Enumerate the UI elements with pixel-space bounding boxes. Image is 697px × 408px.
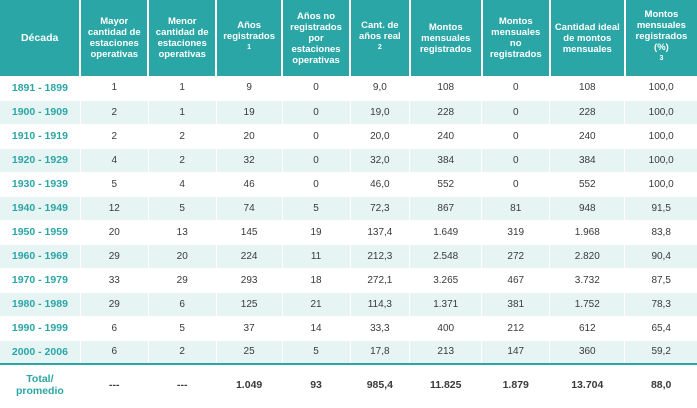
- table-cell: 0: [282, 172, 350, 196]
- table-cell: 13: [148, 220, 216, 244]
- column-header-anios-no-registrados: Años no registrados por estaciones operativas: [282, 0, 350, 76]
- total-cell: 88,0: [625, 364, 697, 404]
- table-cell: 14: [282, 316, 350, 340]
- table-cell: 9: [216, 76, 282, 100]
- table-cell: 29: [148, 268, 216, 292]
- table-cell: 4: [80, 148, 148, 172]
- table-cell: 37: [216, 316, 282, 340]
- table-cell: 212: [482, 316, 550, 340]
- table-cell: 90,4: [625, 244, 697, 268]
- table-cell: 100,0: [625, 76, 697, 100]
- table-row: [0, 196, 697, 220]
- table-cell: 2.548: [410, 244, 482, 268]
- row-header-decade: 1930 - 1939: [0, 172, 80, 196]
- total-cell: 1.879: [482, 364, 550, 404]
- table-cell: 114,3: [350, 292, 410, 316]
- table-row: [0, 316, 697, 340]
- table-cell: 2: [148, 340, 216, 364]
- row-header-decade: 1940 - 1949: [0, 196, 80, 220]
- table-cell: 32,0: [350, 148, 410, 172]
- table-cell: 0: [482, 148, 550, 172]
- table-cell: 0: [282, 148, 350, 172]
- row-header-decade: 1910 - 1919: [0, 124, 80, 148]
- table-cell: 125: [216, 292, 282, 316]
- table-cell: 5: [282, 196, 350, 220]
- total-cell: ---: [148, 364, 216, 404]
- table-cell: 3.732: [550, 268, 625, 292]
- total-cell: ---: [80, 364, 148, 404]
- row-header-decade: 1920 - 1929: [0, 148, 80, 172]
- table-cell: 0: [282, 124, 350, 148]
- table-cell: 612: [550, 316, 625, 340]
- row-header-decade: 1980 - 1989: [0, 292, 80, 316]
- table-cell: 224: [216, 244, 282, 268]
- table-row: [0, 172, 697, 196]
- column-header-cant-anios-real: Cant. de años real $^2$: [350, 0, 410, 76]
- table-cell: 4: [148, 172, 216, 196]
- column-header-cantidad-ideal: Cantidad ideal de montos mensuales: [550, 0, 625, 76]
- table-cell: 19: [216, 100, 282, 124]
- row-header-decade: 1900 - 1909: [0, 100, 80, 124]
- table-cell: 0: [482, 76, 550, 100]
- table-row: [0, 148, 697, 172]
- table-cell: 100,0: [625, 124, 697, 148]
- total-cell: 13.704: [550, 364, 625, 404]
- table-cell: 9,0: [350, 76, 410, 100]
- total-cell: 11.825: [410, 364, 482, 404]
- column-header-menor-cantidad: Menor cantidad de estaciones operativas: [148, 0, 216, 76]
- table-total-row: [0, 364, 697, 404]
- table-cell: 5: [282, 340, 350, 364]
- table-cell: 33,3: [350, 316, 410, 340]
- column-header-montos-porcentaje: Montos mensuales registrados (%) $^3$: [625, 0, 697, 76]
- table-row: [0, 340, 697, 364]
- table-cell: 29: [80, 292, 148, 316]
- table-cell: 1.649: [410, 220, 482, 244]
- column-header-mayor-cantidad: Mayor cantidad de estaciones operativas: [80, 0, 148, 76]
- table-cell: 272: [482, 244, 550, 268]
- table-cell: 33: [80, 268, 148, 292]
- row-header-total: Total/ promedio: [0, 364, 80, 404]
- table-header: [0, 0, 697, 76]
- table-cell: 46: [216, 172, 282, 196]
- table-cell: 6: [80, 316, 148, 340]
- column-header-montos-registrados: Montos mensuales registrados: [410, 0, 482, 76]
- table-cell: 81: [482, 196, 550, 220]
- column-header-decada: Década: [0, 0, 80, 76]
- table-cell: 1: [148, 100, 216, 124]
- table-cell: 108: [410, 76, 482, 100]
- table-cell: 1.371: [410, 292, 482, 316]
- table-cell: 0: [282, 76, 350, 100]
- table-cell: 0: [282, 100, 350, 124]
- table-cell: 74: [216, 196, 282, 220]
- table-cell: 948: [550, 196, 625, 220]
- total-cell: 1.049: [216, 364, 282, 404]
- table-cell: 319: [482, 220, 550, 244]
- table-cell: 100,0: [625, 100, 697, 124]
- table-cell: 32: [216, 148, 282, 172]
- table-cell: 212,3: [350, 244, 410, 268]
- table-cell: 2: [80, 124, 148, 148]
- column-header-anios-registrados: Años registrados $^1$: [216, 0, 282, 76]
- table-cell: 1: [148, 76, 216, 100]
- table-cell: 78,3: [625, 292, 697, 316]
- table-cell: 384: [410, 148, 482, 172]
- table-cell: 20: [216, 124, 282, 148]
- row-header-decade: 1891 - 1899: [0, 76, 80, 100]
- row-header-decade: 1970 - 1979: [0, 268, 80, 292]
- table-row: [0, 292, 697, 316]
- table-cell: 228: [550, 100, 625, 124]
- table-cell: 0: [482, 172, 550, 196]
- table-cell: 137,4: [350, 220, 410, 244]
- table-cell: 145: [216, 220, 282, 244]
- table-cell: 213: [410, 340, 482, 364]
- table-cell: 384: [550, 148, 625, 172]
- table-cell: 87,5: [625, 268, 697, 292]
- table-row: [0, 76, 697, 100]
- table-cell: 20,0: [350, 124, 410, 148]
- table-cell: 17,8: [350, 340, 410, 364]
- table-cell: 272,1: [350, 268, 410, 292]
- header-row: [0, 0, 697, 76]
- table-cell: 91,5: [625, 196, 697, 220]
- table-cell: 240: [550, 124, 625, 148]
- row-header-decade: 1990 - 1999: [0, 316, 80, 340]
- table-cell: 0: [482, 100, 550, 124]
- table-cell: 467: [482, 268, 550, 292]
- table-cell: 228: [410, 100, 482, 124]
- table-cell: 1.752: [550, 292, 625, 316]
- table-row: [0, 244, 697, 268]
- row-header-decade: 2000 - 2006: [0, 340, 80, 364]
- total-cell: 93: [282, 364, 350, 404]
- table-cell: 867: [410, 196, 482, 220]
- table-cell: 5: [148, 196, 216, 220]
- table-cell: 100,0: [625, 172, 697, 196]
- table-cell: 293: [216, 268, 282, 292]
- superscript-3: 3: [659, 54, 664, 62]
- table-cell: 19: [282, 220, 350, 244]
- superscript-1: 1: [247, 43, 252, 51]
- table-cell: 552: [550, 172, 625, 196]
- table-cell: 25: [216, 340, 282, 364]
- table-cell: 400: [410, 316, 482, 340]
- table-cell: 19,0: [350, 100, 410, 124]
- table-cell: 21: [282, 292, 350, 316]
- table-cell: 20: [80, 220, 148, 244]
- table-cell: 360: [550, 340, 625, 364]
- table-cell: 147: [482, 340, 550, 364]
- row-header-decade: 1950 - 1959: [0, 220, 80, 244]
- table-cell: 2: [80, 100, 148, 124]
- table-cell: 29: [80, 244, 148, 268]
- table-cell: 552: [410, 172, 482, 196]
- table-cell: 2: [148, 124, 216, 148]
- table-cell: 3.265: [410, 268, 482, 292]
- table-cell: 12: [80, 196, 148, 220]
- table-cell: 240: [410, 124, 482, 148]
- table-cell: 59,2: [625, 340, 697, 364]
- table-cell: 11: [282, 244, 350, 268]
- row-header-decade: 1960 - 1969: [0, 244, 80, 268]
- table-cell: 1: [80, 76, 148, 100]
- table-cell: 46,0: [350, 172, 410, 196]
- table-cell: 1.968: [550, 220, 625, 244]
- total-cell: 985,4: [350, 364, 410, 404]
- column-header-montos-no-registrados: Montos mensuales no registrados: [482, 0, 550, 76]
- table-cell: 5: [148, 316, 216, 340]
- table-cell: 100,0: [625, 148, 697, 172]
- superscript-2: 2: [377, 43, 382, 51]
- table-row: [0, 100, 697, 124]
- table-cell: 83,8: [625, 220, 697, 244]
- table-cell: 381: [482, 292, 550, 316]
- table-row: [0, 124, 697, 148]
- table-cell: 72,3: [350, 196, 410, 220]
- table-cell: 108: [550, 76, 625, 100]
- table-cell: 2: [148, 148, 216, 172]
- table-cell: 6: [80, 340, 148, 364]
- table-row: [0, 268, 697, 292]
- table-body: [0, 76, 697, 404]
- table-cell: 65,4: [625, 316, 697, 340]
- table-cell: 18: [282, 268, 350, 292]
- table-cell: 20: [148, 244, 216, 268]
- table-cell: 2.820: [550, 244, 625, 268]
- table-row: [0, 220, 697, 244]
- table-cell: 5: [80, 172, 148, 196]
- table-cell: 6: [148, 292, 216, 316]
- table-cell: 0: [482, 124, 550, 148]
